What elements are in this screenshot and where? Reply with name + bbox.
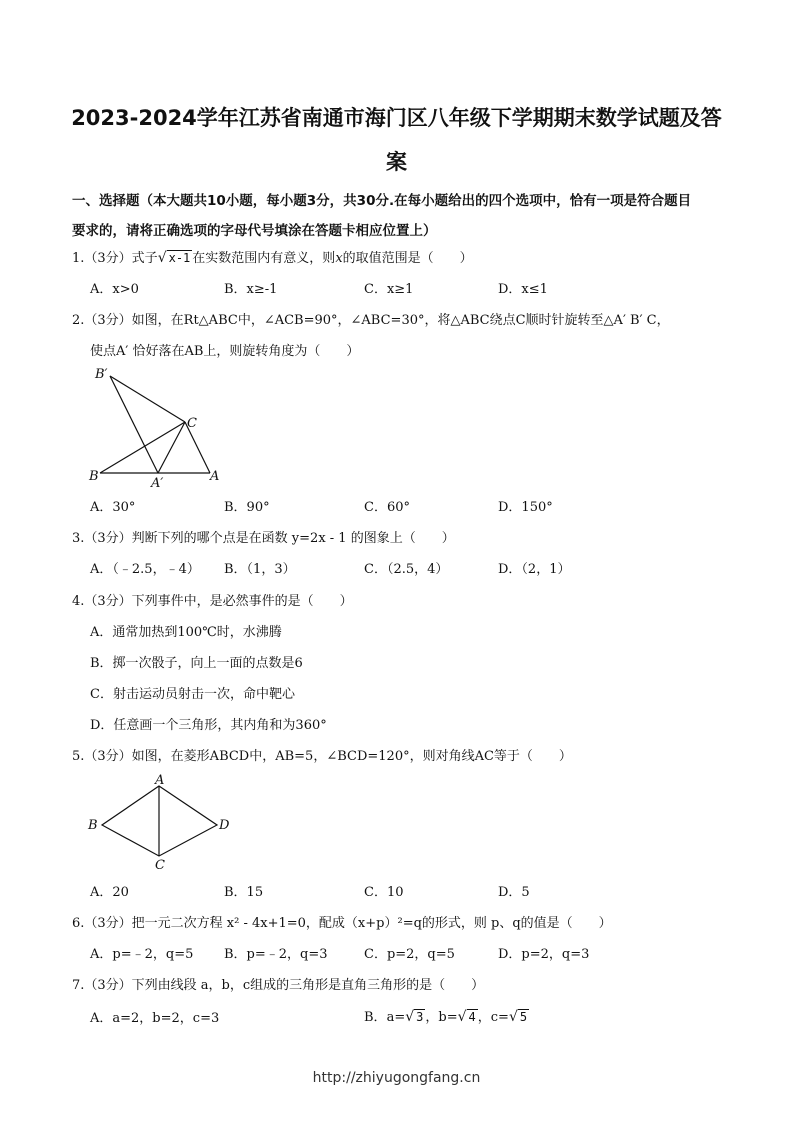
sqrt-icon: √ — [508, 1009, 518, 1025]
q1-option-b[interactable]: B．x≥-1 — [224, 282, 278, 297]
q3-option-c[interactable]: C．（2.5，4） — [364, 562, 449, 577]
q2-option-b[interactable]: B．90° — [224, 500, 270, 515]
q1-prefix: 1.（3分）式子 — [72, 251, 158, 266]
q5-option-d[interactable]: D．5 — [498, 885, 530, 900]
q1-suffix: 的取值范围是（ ） — [342, 251, 473, 266]
question-6: 6.（3分）把一元二次方程 x² - 4x+1=0，配成（x+p）²=q的形式，则 p、q的值是（ ） — [72, 916, 612, 931]
label-C: C — [155, 858, 165, 872]
q1-option-c[interactable]: C．x≥1 — [364, 282, 414, 297]
q1-radicand: x-1 — [168, 251, 191, 265]
q7-b-radicand: 4 — [468, 1010, 476, 1024]
q2-rotation-figure — [85, 360, 230, 490]
question-5: 5.（3分）如图，在菱形ABCD中，AB=5，∠BCD=120°，则对角线AC等于（ ） — [72, 749, 572, 764]
q7-a-radicand: 3 — [416, 1010, 424, 1024]
q3-option-a[interactable]: A．（﹣2.5，﹣4） — [90, 562, 200, 577]
question-7: 7.（3分）下列由线段 a，b，c组成的三角形是直角三角形的是（ ） — [72, 978, 485, 993]
q1-variable: x — [335, 251, 343, 266]
label-D: D — [219, 818, 230, 833]
sqrt-icon: √ — [157, 250, 167, 266]
question-3: 3.（3分）判断下列的哪个点是在函数 y=2x - 1 的图象上（ ） — [72, 531, 455, 546]
q7-b-label: ，b= — [425, 1010, 458, 1025]
q2-option-d[interactable]: D．150° — [498, 500, 553, 515]
q7-c-label: ，c= — [477, 1010, 509, 1025]
q4-option-a[interactable]: A．通常加热到100℃时，水沸腾 — [90, 625, 282, 640]
q7-a-label: a= — [386, 1010, 406, 1025]
label-A: A — [210, 469, 220, 484]
label-B-prime: B′ — [95, 367, 108, 382]
section-line-1: 一、选择题（本大题共10小题，每小题3分，共30分.在每小题给出的四个选项中，恰有一项是符合题目 — [72, 193, 692, 209]
footer-url[interactable]: http://zhiyugongfang.cn — [312, 1070, 481, 1086]
q6-option-c[interactable]: C．p=2，q=5 — [364, 947, 455, 962]
sqrt-icon: √ — [457, 1009, 467, 1025]
q7-option-a[interactable]: A．a=2，b=2，c=3 — [90, 1011, 220, 1026]
question-4: 4.（3分）下列事件中，是必然事件的是（ ） — [72, 594, 353, 609]
question-2-line-2: 使点A′ 恰好落在AB上，则旋转角度为（ ） — [90, 344, 360, 359]
q6-option-a[interactable]: A．p=﹣2，q=5 — [90, 947, 194, 962]
section-line-2: 要求的，请将正确选项的字母代号填涂在答题卡相应位置上） — [72, 223, 437, 239]
q1-option-d[interactable]: D．x≤1 — [498, 282, 548, 297]
question-2-line-1: 2.（3分）如图，在Rt△ABC中，∠ACB=90°，∠ABC=30°，将△ABC绕点C顺时针旋转至△A′ B′ C， — [72, 313, 670, 328]
q6-option-d[interactable]: D．p=2，q=3 — [498, 947, 590, 962]
label-A-prime: A′ — [151, 476, 164, 490]
q7-c-radicand: 5 — [519, 1010, 528, 1024]
q4-option-c[interactable]: C．射击运动员射击一次，命中靶心 — [90, 687, 295, 702]
title-line-1: 2023-2024学年江苏省南通市海门区八年级下学期期末数学试题及答 — [71, 106, 722, 130]
label-C: C — [187, 416, 197, 431]
q2-option-c[interactable]: C．60° — [364, 500, 410, 515]
label-B: B — [89, 469, 99, 484]
page-title — [60, 96, 733, 184]
sqrt-icon: √ — [405, 1009, 415, 1025]
q1-middle: 在实数范围内有意义，则 — [192, 251, 336, 266]
label-A: A — [155, 773, 165, 788]
q5-rhombus-figure — [85, 772, 235, 872]
q5-option-c[interactable]: C．10 — [364, 885, 404, 900]
q6-option-b[interactable]: B．p=﹣2，q=3 — [224, 947, 328, 962]
q3-option-d[interactable]: D．（2，1） — [498, 562, 571, 577]
q3-option-b[interactable]: B．（1，3） — [224, 562, 296, 577]
q2-option-a[interactable]: A．30° — [90, 500, 136, 515]
q7-option-b-prefix: B． — [364, 1010, 387, 1025]
q7-option-b[interactable] — [364, 1007, 529, 1028]
q4-option-d[interactable]: D．任意画一个三角形，其内角和为360° — [90, 718, 327, 733]
section-heading — [72, 186, 732, 246]
title-line-2: 案 — [386, 150, 407, 174]
q1-option-a[interactable]: A．x>0 — [90, 282, 139, 297]
q5-option-b[interactable]: B．15 — [224, 885, 264, 900]
question-1 — [72, 248, 732, 269]
q4-option-b[interactable]: B．掷一次骰子，向上一面的点数是6 — [90, 656, 303, 671]
segment-BC — [100, 422, 185, 473]
q5-option-a[interactable]: A．20 — [90, 885, 129, 900]
label-B: B — [88, 818, 98, 833]
